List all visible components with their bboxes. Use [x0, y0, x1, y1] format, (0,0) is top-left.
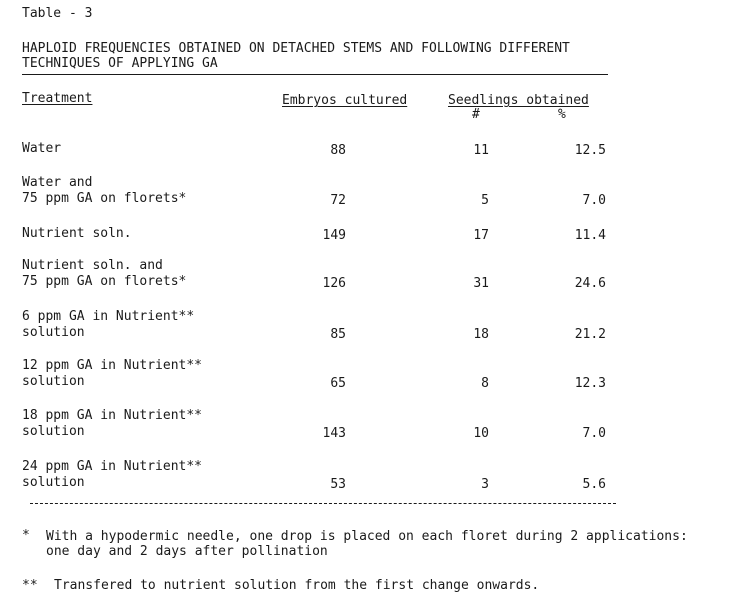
row-embryos-cultured: 88	[330, 143, 346, 158]
footnote-1-line-1: With a hypodermic needle, one drop is placed on each floret during 2 applications:	[46, 529, 688, 544]
header-seedlings-obtained: Seedlings obtained	[448, 93, 589, 108]
row-seedlings-percent: 21.2	[574, 327, 606, 342]
row-seedlings-percent: 12.5	[574, 143, 606, 158]
row-seedlings-percent: 5.6	[582, 477, 606, 492]
row-seedlings-percent: 11.4	[574, 228, 606, 243]
header-seedlings-percent: %	[558, 107, 566, 122]
header-treatment: Treatment	[22, 91, 93, 106]
table-bottom-rule	[30, 503, 616, 504]
row-seedlings-count: 11	[473, 143, 489, 158]
row-seedlings-count: 17	[473, 228, 489, 243]
row-embryos-cultured: 85	[330, 327, 346, 342]
table-caption-line-2: TECHNIQUES OF APPLYING GA	[22, 56, 218, 71]
row-treatment-line: 75 ppm GA on florets*	[22, 191, 187, 206]
footnote-1-line-2: one day and 2 days after pollination	[46, 544, 328, 559]
row-treatment-line: solution	[22, 325, 85, 340]
row-seedlings-count: 3	[481, 477, 489, 492]
row-seedlings-count: 31	[473, 276, 489, 291]
row-treatment-line: 24 ppm GA in Nutrient**	[22, 459, 203, 474]
row-embryos-cultured: 53	[330, 477, 346, 492]
row-embryos-cultured: 72	[330, 193, 346, 208]
row-treatment-line: 6 ppm GA in Nutrient**	[22, 309, 195, 324]
row-embryos-cultured: 126	[322, 276, 346, 291]
row-seedlings-count: 10	[473, 426, 489, 441]
row-treatment-line: 12 ppm GA in Nutrient**	[22, 358, 203, 373]
footnote-1-marker: *	[22, 528, 30, 543]
header-embryos-cultured: Embryos cultured	[282, 93, 408, 108]
row-treatment-line: solution	[22, 424, 85, 439]
row-seedlings-percent: 24.6	[574, 276, 606, 291]
table-caption-line-1: HAPLOID FREQUENCIES OBTAINED ON DETACHED STEMS AND FOLLOWING DIFFERENT	[22, 41, 570, 56]
header-seedlings-count: #	[472, 107, 480, 122]
row-treatment-line: Water	[22, 141, 62, 156]
row-seedlings-count: 5	[481, 193, 489, 208]
row-treatment-line: 75 ppm GA on florets*	[22, 274, 187, 289]
row-seedlings-count: 8	[481, 376, 489, 391]
row-embryos-cultured: 65	[330, 376, 346, 391]
row-treatment-line: Water and	[22, 175, 93, 190]
footnote-2-marker: **	[22, 578, 38, 593]
row-treatment-line: solution	[22, 475, 85, 490]
row-seedlings-count: 18	[473, 327, 489, 342]
row-seedlings-percent: 7.0	[582, 193, 606, 208]
footnote-2-text: Transfered to nutrient solution from the first change onwards.	[54, 578, 540, 593]
row-treatment-line: Nutrient soln.	[22, 226, 132, 241]
row-embryos-cultured: 149	[322, 228, 346, 243]
row-seedlings-percent: 7.0	[582, 426, 606, 441]
row-treatment-line: Nutrient soln. and	[22, 258, 163, 273]
row-treatment-line: solution	[22, 374, 85, 389]
row-treatment-line: 18 ppm GA in Nutrient**	[22, 408, 203, 423]
row-embryos-cultured: 143	[322, 426, 346, 441]
table-label: Table - 3	[22, 6, 93, 21]
row-seedlings-percent: 12.3	[574, 376, 606, 391]
caption-rule	[22, 74, 608, 75]
